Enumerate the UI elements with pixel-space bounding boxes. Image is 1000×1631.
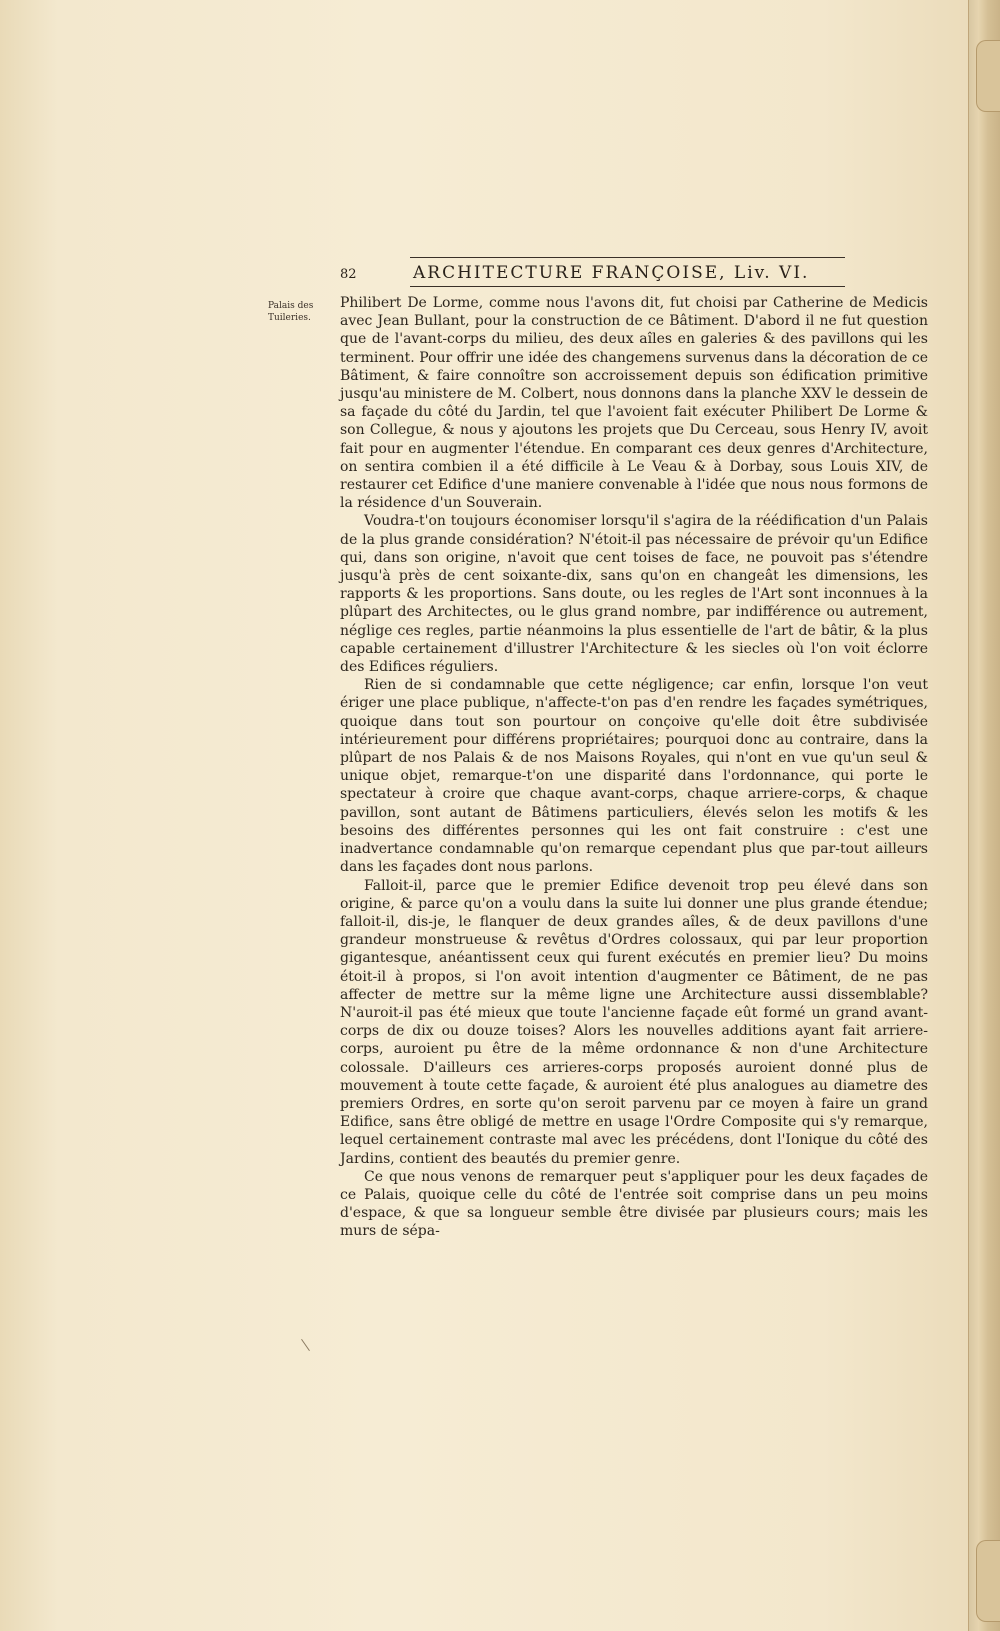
next-page-edge (968, 0, 1000, 1631)
body-text (340, 294, 928, 1241)
paragraph: Philibert De Lorme, comme nous l'avons dit, fut choisi par Catherine de Medicis avec Jean Bullant, pour la construction de ce Bâtiment. D'abord il ne fut question que de l'avant-corps du milieu, des deux aîles en galeries & des pavillons qui les terminent. Pour offrir une idée des changemens survenus dans la décoration de ce Bâtiment, & faire connoître son accroissement depuis son édification primitive jusqu'au ministere de M. Colbert, nous donnons dans la planche XXV le dessein de sa façade du côté du Jardin, tel que l'avoient fait exécuter Philibert De Lorme & son Collegue, & nous y ajoutons les projets que Du Cerceau, sous Henry IV, avoit fait pour en augmenter l'étendue. En comparant ces deux genres d'Architecture, on sentira combien il a été difficile à Le Veau & à Dorbay, sous Louis XIV, de restaurer cet Edifice d'une maniere convenable à l'idée que nous nous formons de la résidence d'un Souverain. (340, 295, 928, 512)
paragraph: Rien de si condamnable que cette négligence; car enfin, lorsque l'on veut ériger une place publique, n'affecte-t'on pas d'en rendre les façades symétriques, quoique dans tout son pourtour on conçoive qu'elle doit être subdivisée intérieurement pour différens propriétaires; pourquoi donc au contraire, dans la plûpart de nos Palais & de nos Maisons Royales, qui n'ont en vue qu'un seul & unique objet, remarque-t'on une disparité dans l'ordonnance, qui porte le spectateur à croire que chaque avant-corps, chaque arriere-corps, & chaque pavillon, sont autant de Bâtimens particuliers, élevés selon les motifs & les besoins des différentes personnes qui les ont fait construire : c'est une inadvertance condamnable qu'on remarque cependant plus que par-tout ailleurs dans les façades dont nous parlons. (340, 677, 928, 876)
running-head: ARCHITECTURE FRANÇOISE, Liv. VI. (413, 263, 810, 283)
paragraph: Falloit-il, parce que le premier Edifice devenoit trop peu élevé dans son origine, & parce qu'on a voulu dans la suite lui donner une plus grande étendue; falloit-il, dis-je, le flanquer de deux grandes aîles, & de deux pavillons d'une grandeur monstrueuse & revêtus d'Ordres colossaux, qui par leur proportion gigantesque, anéantissent ceux qui furent exécutés en premier lieu? Du moins étoit-il à propos, si l'on avoit intention d'augmenter ce Bâtiment, de ne pas affecter de mettre sur la même ligne une Architecture aussi dissemblable? N'auroit-il pas été mieux que toute l'ancienne façade eût formé un grand avant-corps de dix ou douze toises? Alors les nouvelles additions ayant fait arriere-corps, auroient pu être de la même ordonnance & non d'une Architecture colossale. D'ailleurs ces arrieres-corps proposés auroient donné plus de mouvement à toute cette façade, & auroient été plus analogues au diametre des premiers Ordres, en sorte qu'on seroit parvenu par ce moyen à faire un grand Edifice, sans être obligé de mettre en usage l'Ordre Composite qui s'y remarque, lequel certainement contraste mal avec les précédens, dont l'Ionique du côté des Jardins, contient des beautés du premier genre. (340, 877, 928, 1167)
page-tab (976, 1540, 1000, 1622)
page-number: 82 (340, 267, 357, 282)
paragraph: Voudra-t'on toujours économiser lorsqu'il s'agira de la réédification d'un Palais de la plus grande considération? N'étoit-il pas nécessaire de prévoir qu'un Edifice qui, dans son origine, n'avoit que cent toises de face, ne pouvoit pas s'étendre jusqu'à près de cent soixante-dix, sans qu'on en changeât les dimensions, les rapports & les proportions. Sans doute, ou les regles de l'Art sont inconnues à la plûpart des Architectes, ou le glus grand nombre, par indifférence ou autrement, néglige ces regles, partie néanmoins la plus essentielle de l'art de bâtir, & la plus capable certainement d'illustrer l'Architecture & les siecles où l'on voit éclorre des Edifices réguliers. (340, 513, 928, 676)
page-header (340, 257, 845, 287)
paragraph: Ce que nous venons de remarquer peut s'appliquer pour les deux façades de ce Palais, quoique celle du côté de l'entrée soit comprise dans un peu moins d'espace, & que sa longueur semble être divisée par plusieurs cours; mais les murs de sépa- (340, 1168, 928, 1240)
header-rule-bottom (410, 286, 845, 287)
marginal-note: Palais des Tuileries. (268, 301, 314, 323)
header-rule-top (410, 257, 845, 258)
page-tab (976, 40, 1000, 112)
